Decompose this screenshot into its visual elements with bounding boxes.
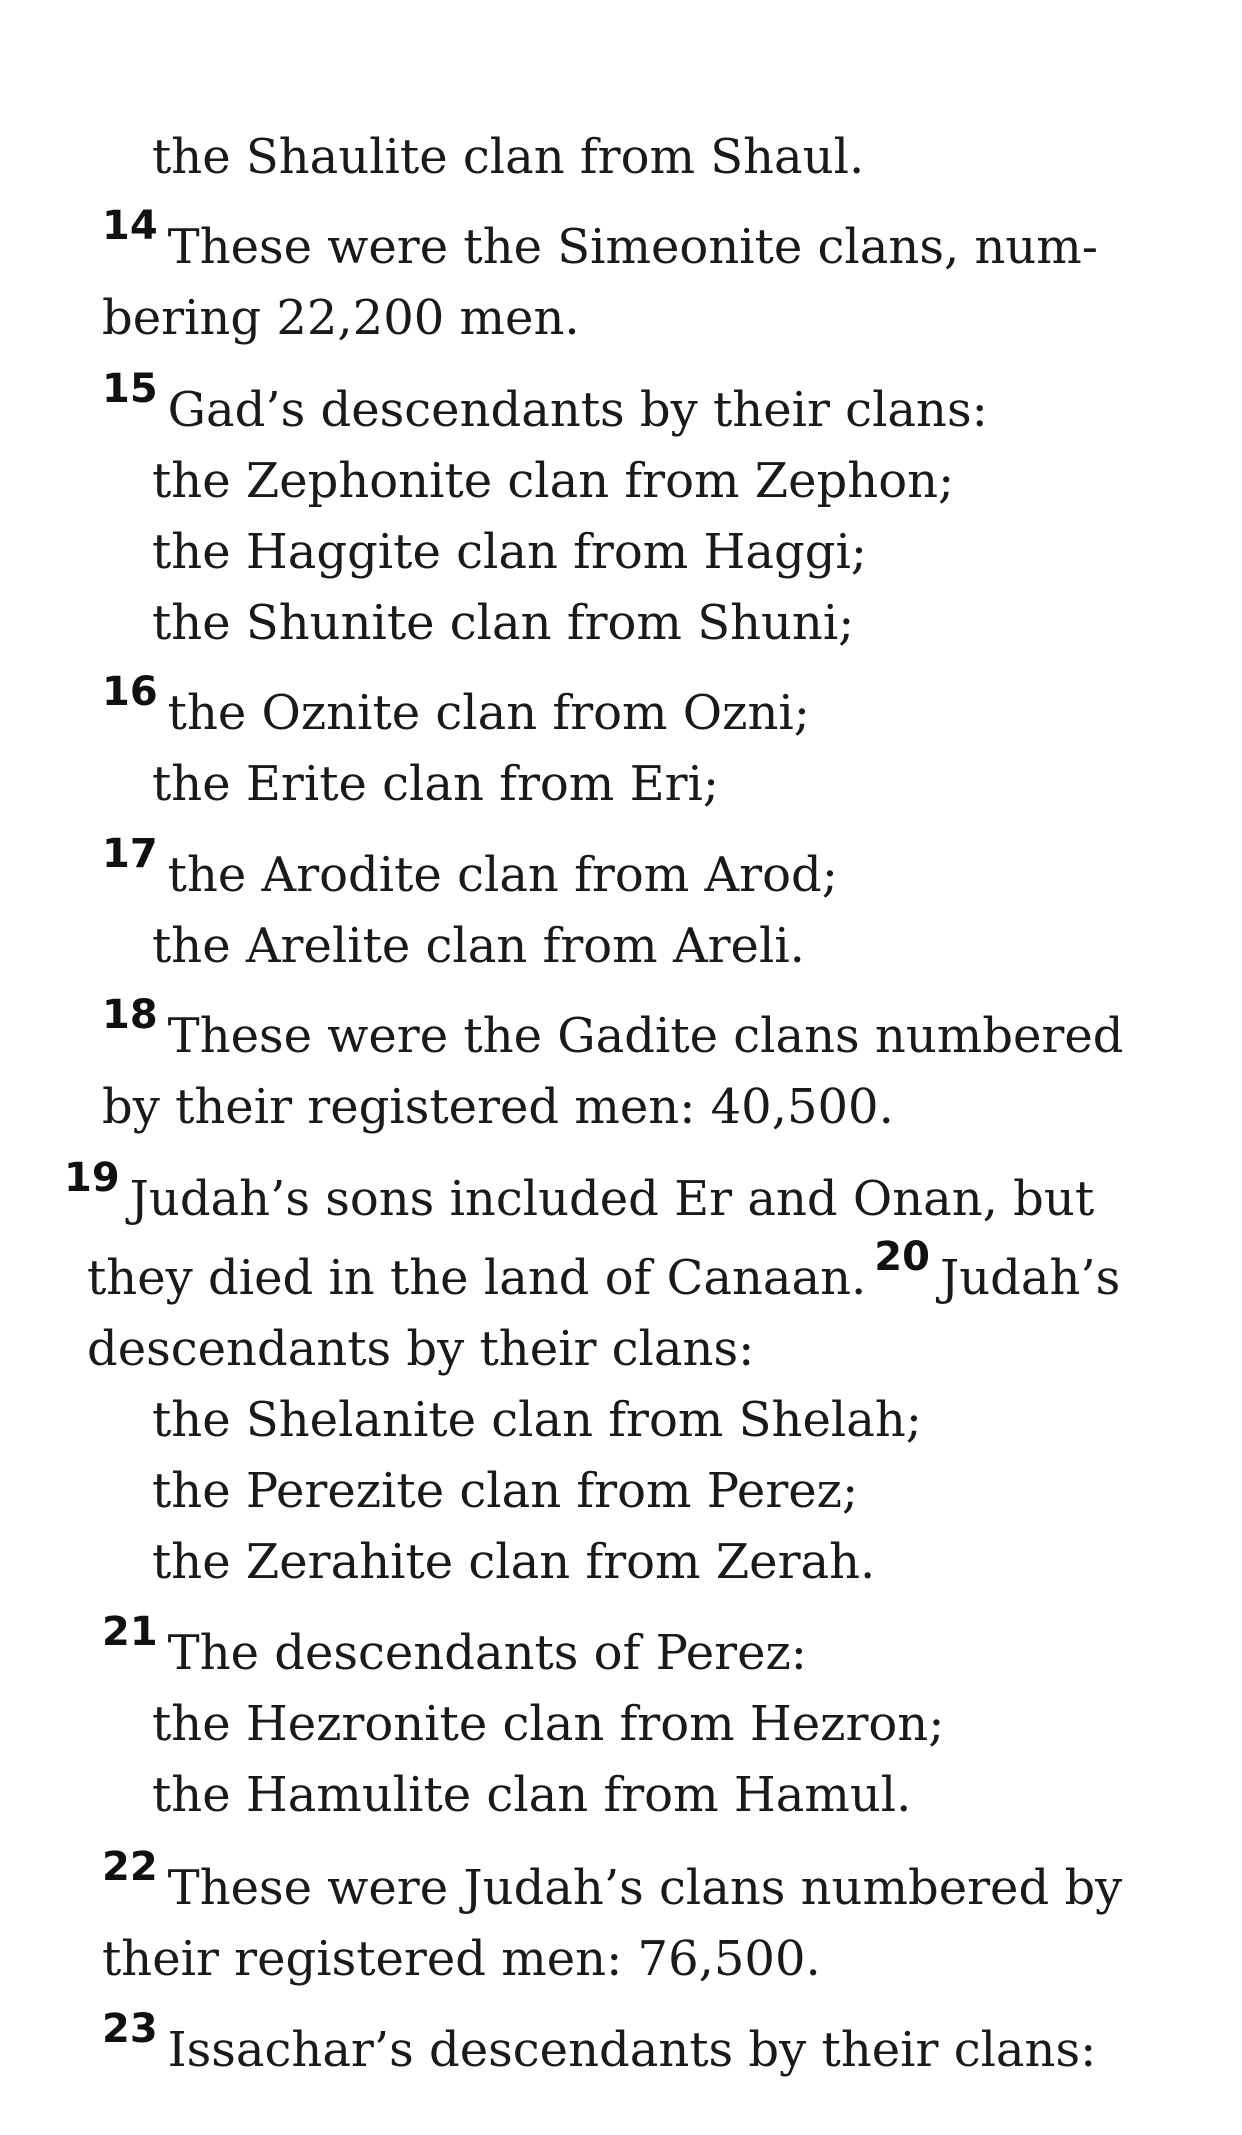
verse-text: The descendants of Perez:	[167, 1625, 807, 1681]
verse-text: the Arelite clan from Areli.	[152, 918, 805, 974]
verse-text: their registered men: 76,500.	[102, 1931, 821, 1987]
text-line	[102, 2006, 1097, 2085]
text-line	[87, 1234, 1121, 1313]
text-line	[102, 831, 838, 910]
text-line	[152, 588, 854, 658]
text-line	[152, 1527, 875, 1597]
text-line	[87, 1314, 754, 1384]
text-line	[152, 911, 805, 981]
text-line	[152, 122, 864, 192]
verse-text: the Hamulite clan from Hamul.	[152, 1767, 912, 1823]
verse-number-23[interactable]: 23	[102, 2006, 158, 2052]
text-line	[102, 283, 580, 353]
verse-text: Judah’s sons included Er and Onan, but	[129, 1171, 1095, 1227]
text-line	[102, 366, 988, 445]
verse-text: These were the Simeonite clans, num-	[167, 219, 1099, 275]
verse-text: Gad’s descendants by their clans:	[167, 382, 988, 438]
verse-text: These were Judah’s clans numbered by	[167, 1860, 1123, 1916]
verse-text: descendants by their clans:	[87, 1321, 755, 1377]
verse-number-18[interactable]: 18	[102, 992, 158, 1038]
verse-number-19[interactable]: 19	[64, 1155, 120, 1201]
text-line	[102, 203, 1099, 282]
text-line	[152, 749, 719, 819]
verse-text: the Perezite clan from Perez;	[152, 1463, 859, 1519]
verse-number-22[interactable]: 22	[102, 1844, 158, 1890]
verse-text: Issachar’s descendants by their clans:	[167, 2022, 1097, 2078]
text-line	[64, 1155, 1095, 1234]
text-line	[152, 1760, 911, 1830]
verse-text: the Erite clan from Eri;	[152, 756, 720, 812]
verse-text: Judah’s	[939, 1250, 1121, 1306]
text-line	[102, 669, 810, 748]
verse-text: the Shaulite clan from Shaul.	[152, 129, 865, 185]
verse-text: the Oznite clan from Ozni;	[167, 685, 810, 741]
verse-text: they died in the land of Canaan.	[87, 1250, 867, 1306]
verse-number-20[interactable]: 20	[874, 1234, 930, 1280]
text-line	[152, 446, 954, 516]
verse-text: by their registered men: 40,500.	[102, 1079, 894, 1135]
verse-text: the Shunite clan from Shuni;	[152, 595, 855, 651]
text-line	[102, 992, 1124, 1071]
verse-text: the Zephonite clan from Zephon;	[152, 453, 955, 509]
text-line	[152, 517, 867, 587]
text-line	[152, 1456, 858, 1526]
text-line	[102, 1924, 821, 1994]
verse-text: the Shelanite clan from Shelah;	[152, 1392, 922, 1448]
text-line	[102, 1072, 894, 1142]
verse-number-14[interactable]: 14	[102, 203, 158, 249]
verse-number-17[interactable]: 17	[102, 831, 158, 877]
verse-text: These were the Gadite clans numbered	[167, 1008, 1124, 1064]
verse-text: bering 22,200 men.	[102, 290, 580, 346]
verse-text: the Hezronite clan from Hezron;	[152, 1696, 945, 1752]
text-line	[102, 1844, 1123, 1923]
text-line	[102, 1609, 807, 1688]
verse-number-16[interactable]: 16	[102, 669, 158, 715]
text-line	[152, 1385, 922, 1455]
verse-text: the Zerahite clan from Zerah.	[152, 1534, 876, 1590]
verse-text: the Haggite clan from Haggi;	[152, 524, 867, 580]
verse-number-21[interactable]: 21	[102, 1609, 158, 1655]
verse-number-15[interactable]: 15	[102, 366, 158, 412]
text-line	[152, 1689, 944, 1759]
verse-text: the Arodite clan from Arod;	[167, 847, 838, 903]
